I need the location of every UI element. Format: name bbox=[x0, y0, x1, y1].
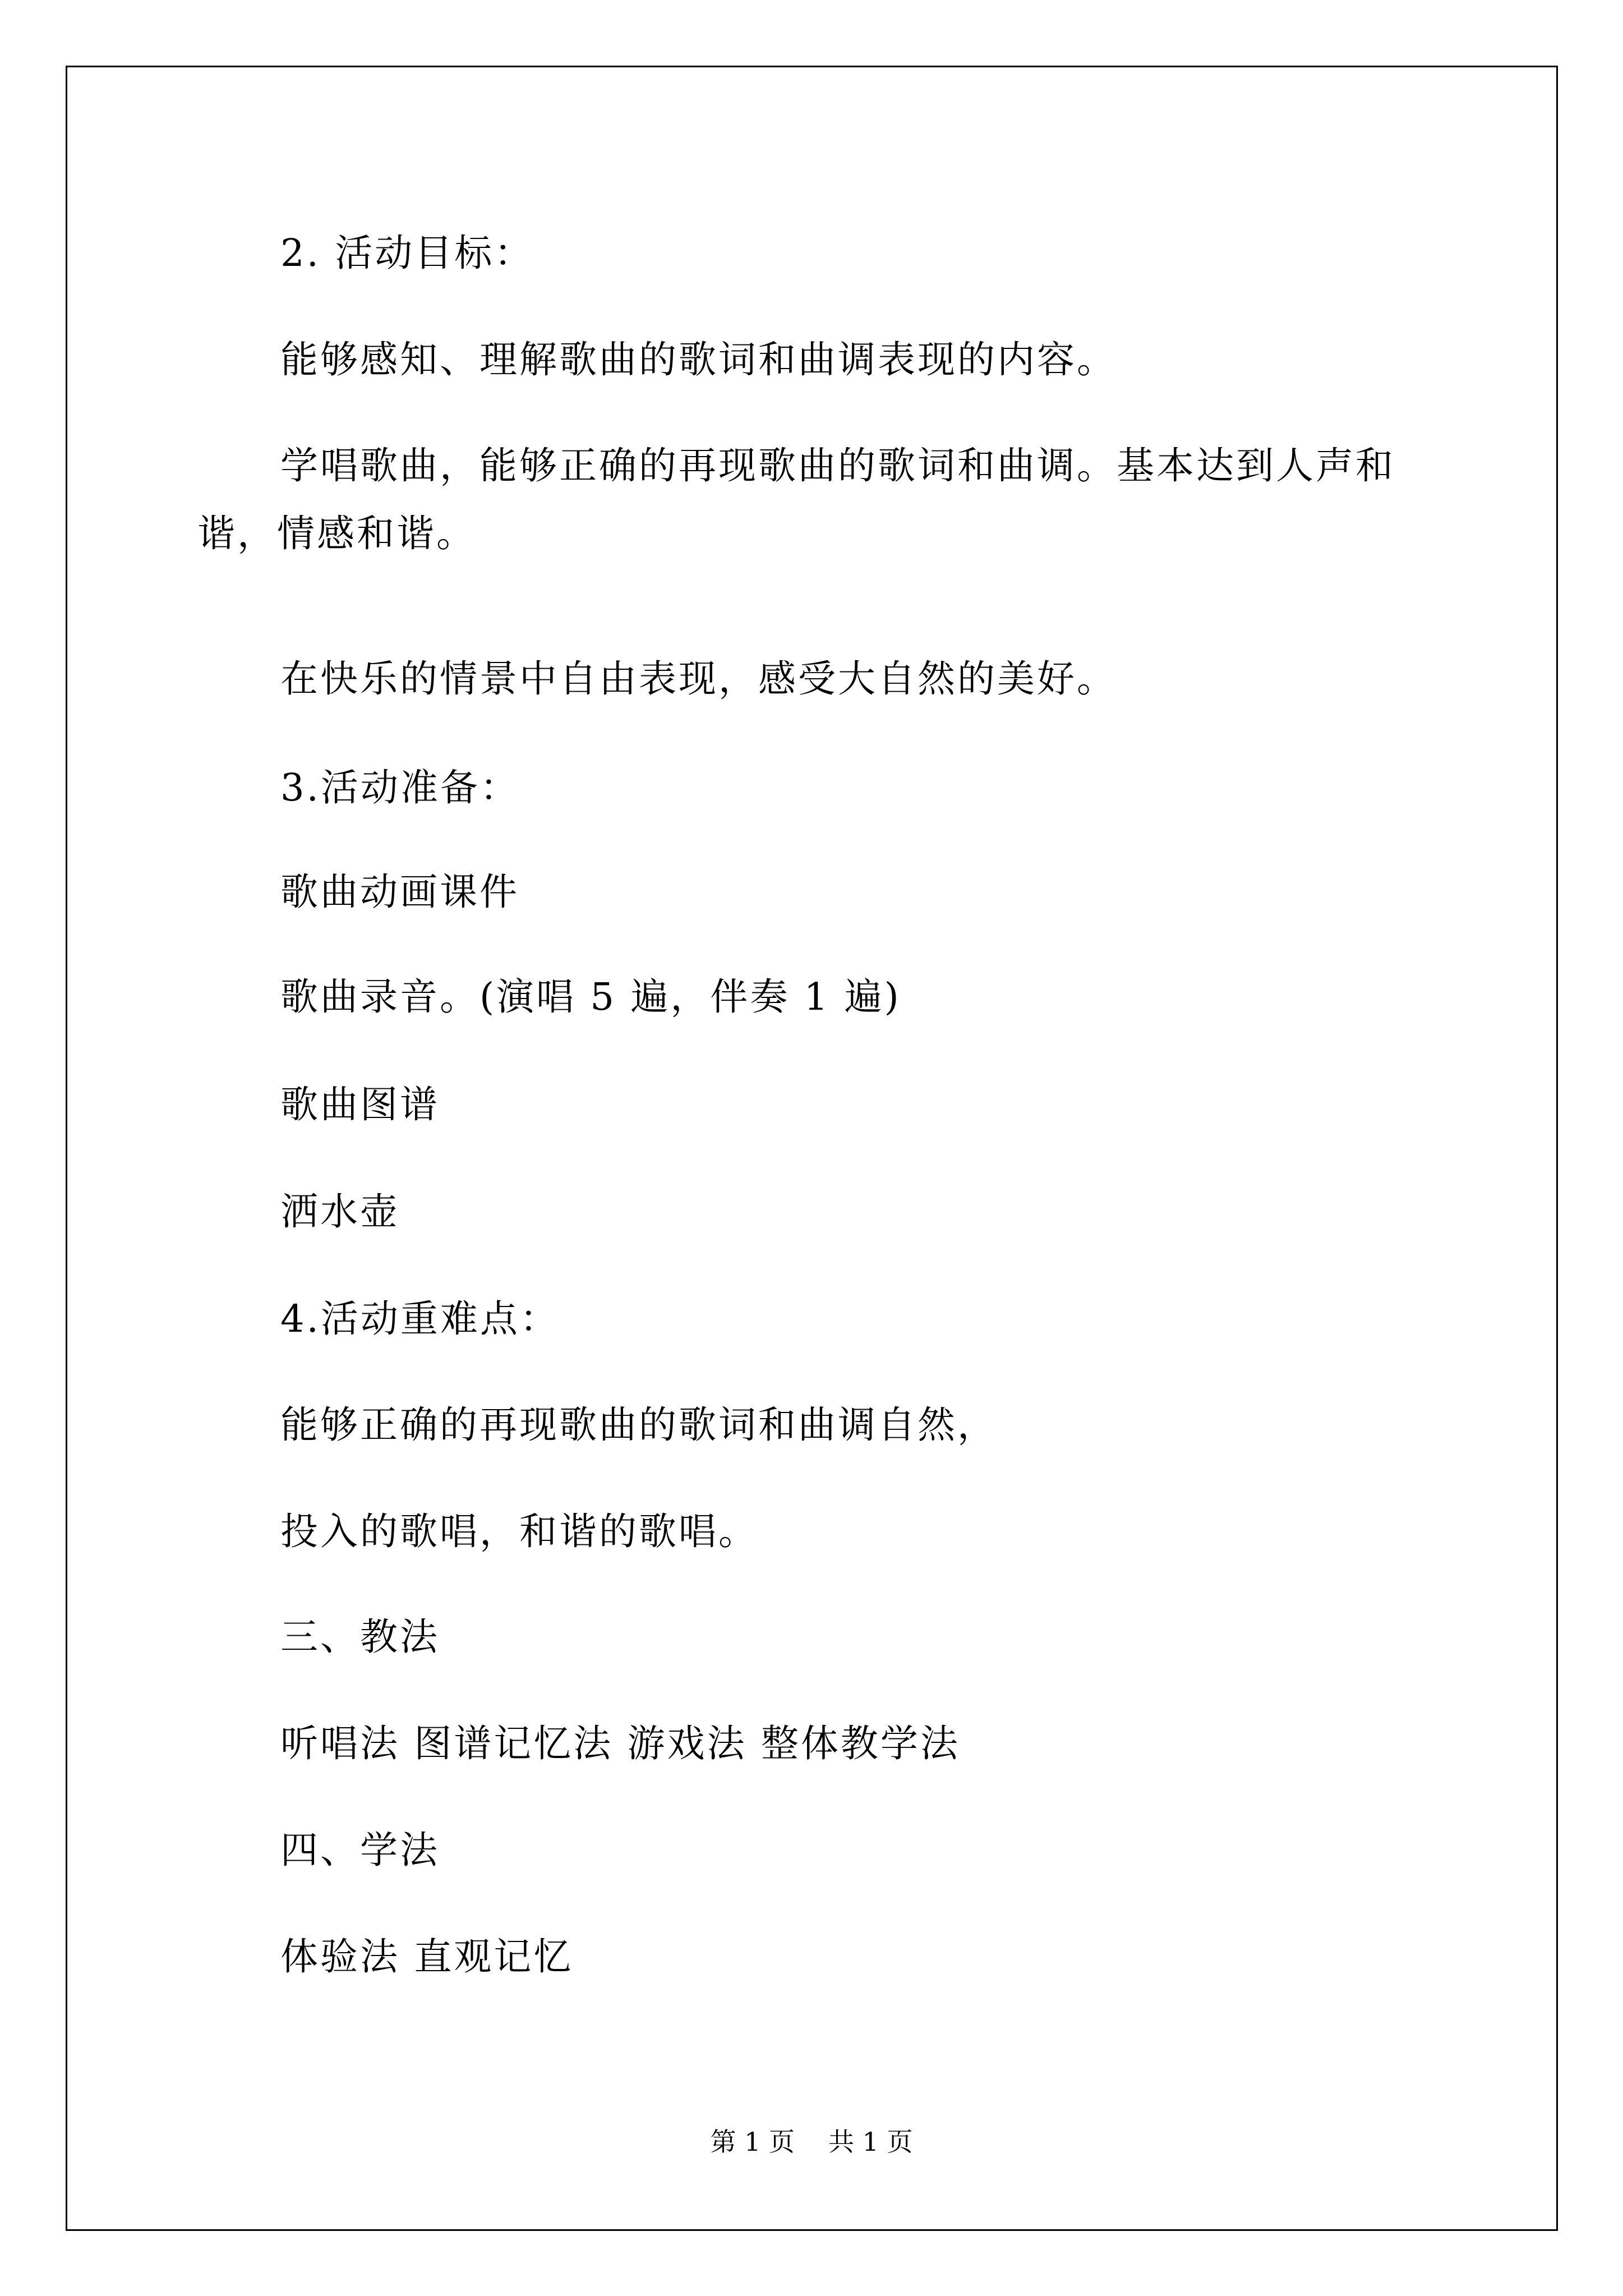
section-heading-goals: 2. 活动目标： bbox=[280, 231, 534, 275]
page-total: 共 1 页 bbox=[828, 2127, 913, 2157]
paragraph: 听唱法 图谱记忆法 游戏法 整体教学法 bbox=[280, 1722, 960, 1765]
page-footer bbox=[0, 2129, 1623, 2155]
section-heading-learning-methods: 四、学法 bbox=[280, 1828, 440, 1872]
section-heading-key-points: 4.活动重难点： bbox=[280, 1297, 560, 1341]
section-heading-teaching-methods: 三、教法 bbox=[280, 1615, 440, 1659]
list-item: 歌曲图谱 bbox=[280, 1083, 440, 1126]
paragraph: 投入的歌唱，和谐的歌唱。 bbox=[280, 1510, 758, 1553]
paragraph-continuation: 谐，情感和谐。 bbox=[197, 512, 476, 555]
page-border bbox=[66, 66, 1558, 2231]
page-number: 第 1 页 bbox=[710, 2127, 795, 2157]
paragraph: 在快乐的情景中自由表现，感受大自然的美好。 bbox=[280, 657, 1117, 701]
list-item: 歌曲动画课件 bbox=[280, 870, 519, 914]
list-item: 歌曲录音。(演唱 5 遍，伴奏 1 遍) bbox=[280, 975, 901, 1019]
paragraph: 学唱歌曲，能够正确的再现歌曲的歌词和曲调。基本达到人声和 bbox=[280, 444, 1395, 487]
list-item: 洒水壶 bbox=[280, 1190, 400, 1234]
section-heading-preparation: 3.活动准备： bbox=[280, 766, 520, 809]
paragraph: 体验法 直观记忆 bbox=[280, 1935, 574, 1978]
paragraph: 能够感知、理解歌曲的歌词和曲调表现的内容。 bbox=[280, 338, 1117, 381]
paragraph: 能够正确的再现歌曲的歌词和曲调自然， bbox=[280, 1403, 997, 1447]
